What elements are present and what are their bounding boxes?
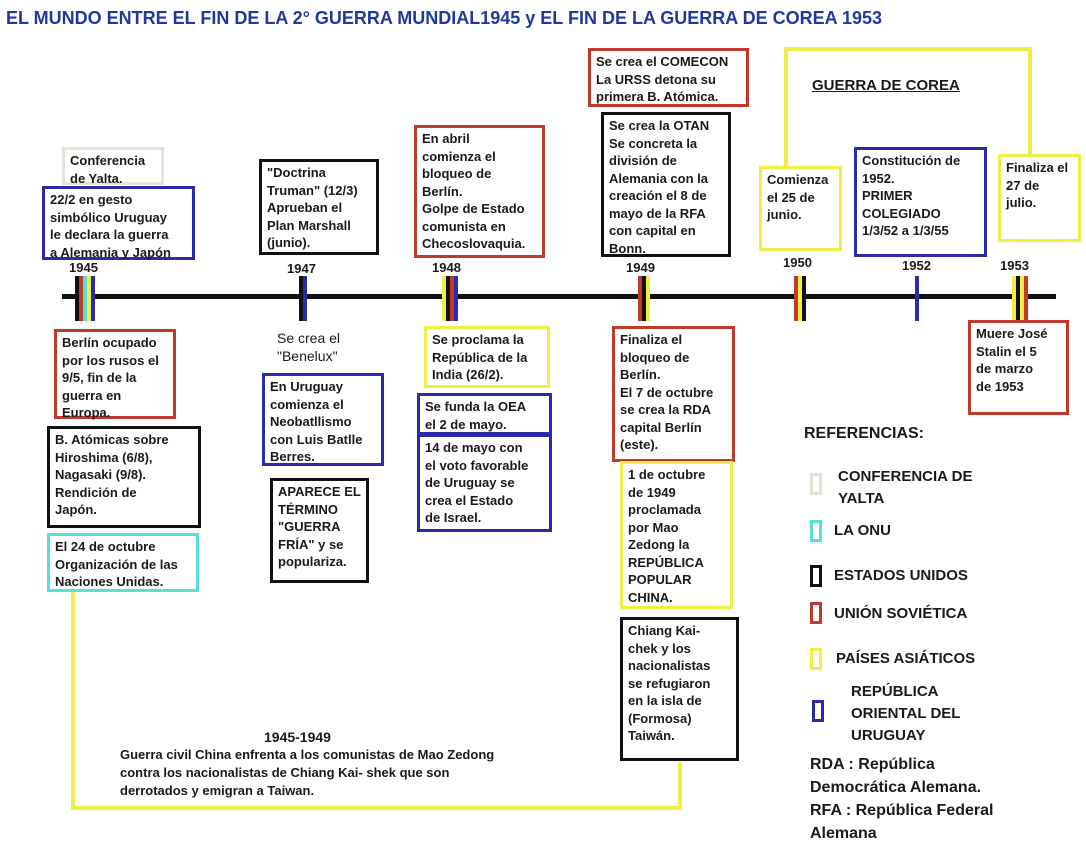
event-berlin-1945: Berlín ocupado por los rusos el 9/5, fin de la guerra en Europa.	[54, 329, 176, 419]
event-chiang: Chiang Kai- chek y los nacionalistas se refugiaron en la isla de (Formosa) Taiwán.	[620, 617, 739, 761]
event-otan: Se crea la OTAN Se concreta la división de Alemania con la creación el 8 de mayo de la RFA con capital en Bonn.	[601, 112, 731, 257]
ref-rda: RDA : República Democrática Alemana.	[810, 756, 982, 796]
event-india: Se proclama la República de la India (26/2).	[424, 326, 550, 388]
year-label-1948: 1948	[432, 260, 461, 275]
year-label-1947: 1947	[287, 261, 316, 276]
ref-label-usa: ESTADOS UNIDOS	[834, 567, 968, 584]
ref-swatch-asia	[810, 648, 822, 670]
korea-war-title: GUERRA DE COREA	[812, 77, 960, 94]
event-israel: 14 de mayo con el voto favorable de Uruguay se crea el Estado de Israel.	[417, 434, 552, 532]
event-batlle: En Uruguay comienza el Neobatllismo con Luis Batlle Berres.	[262, 373, 384, 466]
ref-swatch-urss	[810, 602, 822, 624]
event-korea-start: Comienza el 25 de junio.	[759, 166, 842, 251]
ref-label-urss: UNIÓN SOVIÉTICA	[834, 605, 968, 622]
civil-war-bracket-right	[678, 762, 682, 810]
event-oea: Se funda la OEA el 2 de mayo.	[417, 393, 552, 435]
event-korea-end: Finaliza el 27 de julio.	[998, 154, 1081, 242]
ref-label-yalta: CONFERENCIA DE YALTA	[838, 468, 973, 507]
references-heading: REFERENCIAS:	[804, 425, 925, 442]
year-label-1952: 1952	[902, 258, 931, 273]
civil-war-bracket-bottom	[71, 806, 682, 810]
ref-swatch-yalta	[810, 473, 822, 495]
ref-swatch-onu	[810, 520, 822, 542]
event-stalin: Muere José Stalin el 5 de marzo de 1953	[968, 320, 1069, 415]
event-berlin-1949: Finaliza el bloqueo de Berlín. El 7 de octubre se crea la RDA capital Berlín (este).	[612, 326, 735, 462]
event-atomic-bombs: B. Atómicas sobre Hiroshima (6/8), Nagasaki (9/8). Rendición de Japón.	[47, 426, 201, 528]
event-guerra-fria: APARECE EL TÉRMINO "GUERRA FRÍA" y se populariza.	[270, 478, 369, 583]
event-china: 1 de octubre de 1949 proclamada por Mao Zedong la REPÚBLICA POPULAR CHINA.	[620, 461, 733, 609]
event-onu: El 24 de octubre Organización de las Naciones Unidas.	[47, 533, 199, 592]
ref-swatch-usa	[810, 565, 822, 587]
ref-rfa: RFA : República Federal Alemana	[810, 802, 994, 842]
page-title: EL MUNDO ENTRE EL FIN DE LA 2° GUERRA MUNDIAL1945 y EL FIN DE LA GUERRA DE COREA 1953	[6, 8, 882, 28]
timeline-axis	[62, 294, 1056, 299]
event-berlin-1948: En abril comienza el bloqueo de Berlín. Golpe de Estado comunista en Checoslovaquia.	[414, 125, 545, 258]
ref-label-asia: PAÍSES ASIÁTICOS	[836, 650, 976, 667]
civil-war-text: Guerra civil China enfrenta a los comunistas de Mao Zedong contra los nacionalistas de Chiang Kai- shek que son derrotados y emigran a Taiwan.	[120, 747, 495, 798]
ref-label-uruguay: REPÚBLICA ORIENTAL DEL URUGUAY	[851, 683, 961, 744]
event-truman: "Doctrina Truman" (12/3) Aprueban el Plan Marshall (junio).	[259, 159, 379, 255]
event-colegiado: Constitución de 1952. PRIMER COLEGIADO 1/3/52 a 1/3/55	[854, 147, 987, 257]
year-label-1945: 1945	[69, 260, 98, 275]
korea-bracket-top	[784, 47, 1032, 51]
ref-swatch-uruguay	[812, 700, 824, 722]
ref-label-onu: LA ONU	[834, 522, 891, 539]
event-benelux: Se crea el "Benelux"	[277, 330, 341, 364]
year-label-1949: 1949	[626, 260, 655, 275]
korea-bracket-left	[784, 47, 788, 167]
event-yalta: Conferencia de Yalta.	[62, 147, 164, 185]
civil-war-period: 1945-1949	[264, 729, 331, 745]
event-comecon: Se crea el COMECON La URSS detona su primera B. Atómica.	[588, 48, 749, 107]
event-uruguay-1945: 22/2 en gesto simbólico Uruguay le declara la guerra a Alemania y Japón	[42, 186, 195, 260]
year-label-1953: 1953	[1000, 258, 1029, 273]
year-label-1950: 1950	[783, 255, 812, 270]
civil-war-bracket-left	[71, 590, 75, 810]
korea-bracket-right	[1028, 47, 1032, 155]
